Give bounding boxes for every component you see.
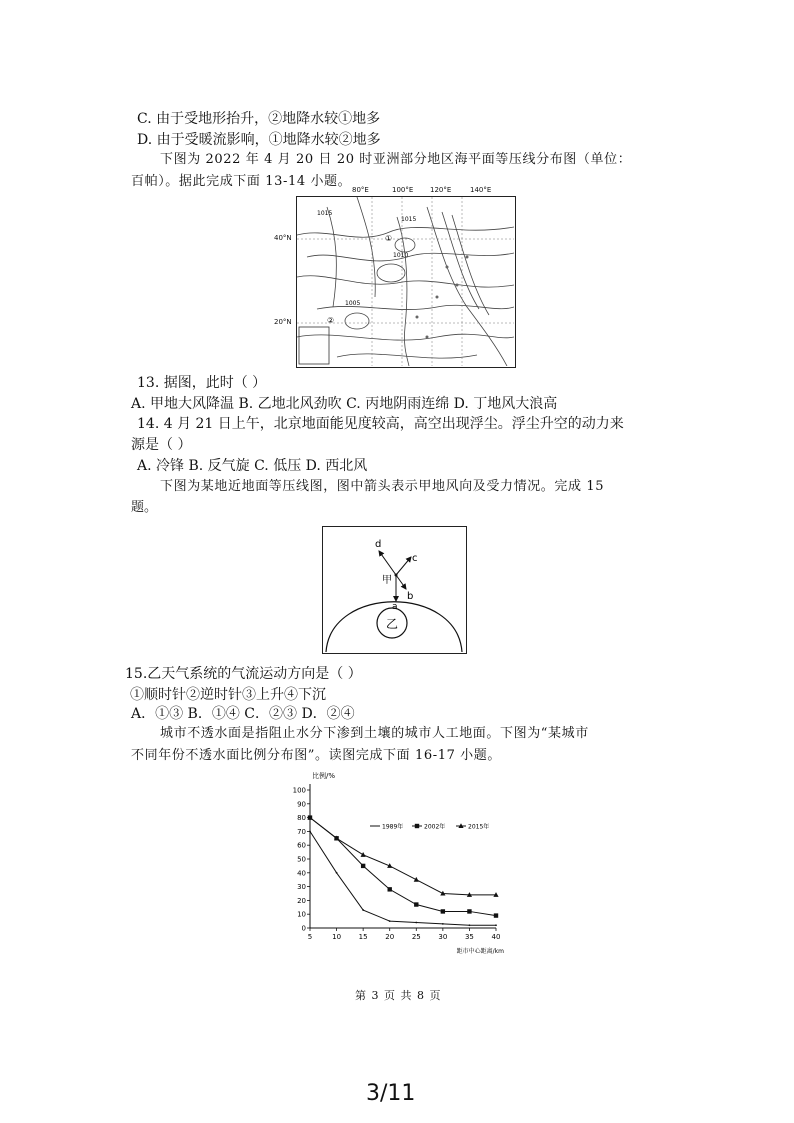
intro-diagram-line2: 题。 <box>131 500 158 515</box>
chart-point <box>495 924 497 926</box>
pressure-map <box>296 196 516 368</box>
isobar-label: 1010 <box>393 252 409 259</box>
chart-y-tick-label: 50 <box>297 855 306 864</box>
chart-y-tick-label: 90 <box>297 800 306 809</box>
chart-point <box>415 922 417 924</box>
chart-x-tick-label: 40 <box>491 933 501 941</box>
chart-x-tick-label: 10 <box>332 933 342 941</box>
chart-series-line <box>310 818 496 916</box>
question-15-options: A．①③ B．①④ C．②③ D．②④ <box>131 706 355 722</box>
pressure-map-svg <box>297 197 514 366</box>
chart-x-tick-label: 35 <box>464 933 474 941</box>
chart-y-tick-label: 60 <box>297 841 306 850</box>
chart-y-tick-label: 70 <box>297 827 306 836</box>
isobar-diagram-svg <box>323 527 465 652</box>
map-lon-label: 120°E <box>430 186 452 194</box>
chart-point <box>361 852 366 857</box>
chart-point <box>336 872 338 874</box>
map-lon-label: 80°E <box>352 186 369 194</box>
chart-legend-label: 1989年 <box>382 823 404 831</box>
chart-x-tick-label: 15 <box>358 933 368 941</box>
diagram-label-b: b <box>407 591 414 602</box>
chart-point <box>309 831 311 833</box>
isobar-label: 1015 <box>317 210 333 217</box>
question-13: 13. 据图，此时（ ） <box>137 375 267 391</box>
chart-point <box>414 902 418 906</box>
chart-point <box>415 824 419 828</box>
diagram-label-yi: 乙 <box>386 617 399 631</box>
option-d: D. 由于受暖流影响，①地降水较②地多 <box>137 132 381 148</box>
chart-x-tick-label: 25 <box>411 933 421 941</box>
chart-point <box>442 923 444 925</box>
intro-diagram-line1: 下图为某地近地面等压线图，图中箭头表示甲地风向及受力情况。完成 15 <box>160 479 605 494</box>
chart-y-tick-label: 20 <box>297 896 306 905</box>
chart-ylabel: 比例/% <box>312 772 336 780</box>
question-15-items: ①顺时针②逆时针③上升④下沉 <box>130 687 326 703</box>
chart-point <box>441 909 445 913</box>
chart-x-tick-label: 5 <box>307 933 313 941</box>
chart-point <box>389 920 391 922</box>
page-footer: 第 3 页 共 8 页 <box>355 989 442 1002</box>
diagram-label-jia: 甲 <box>382 575 392 586</box>
chart-xlabel: 距市中心距离/km <box>456 948 504 955</box>
question-13-options: A. 甲地大风降温 B. 乙地北风劲吹 C. 丙地阴雨连绵 D. 丁地风大浪高 <box>131 396 558 412</box>
intro-map-line2: 百帕）。据此完成下面 13-14 小题。 <box>131 174 352 189</box>
chart-point <box>467 909 471 913</box>
isobar-label: 1015 <box>401 216 417 223</box>
chart-point <box>361 864 365 868</box>
chart-y-tick-label: 80 <box>297 814 306 823</box>
intro-chart-line1: 城市不透水面是指阻止水分下渗到土壤的城市人工地面。下图为“某城市 <box>160 726 589 741</box>
chart-point <box>494 913 498 917</box>
isobar-diagram <box>322 526 467 654</box>
page-counter: 3/11 <box>366 1081 416 1106</box>
chart-y-tick-label: 100 <box>292 786 306 795</box>
diagram-label-c: c <box>412 553 418 564</box>
option-c: C. 由于受地形抬升，②地降水较①地多 <box>137 111 381 127</box>
diagram-label-d: d <box>375 539 382 550</box>
chart-point <box>469 924 471 926</box>
map-lat-label: 20°N <box>274 318 292 326</box>
chart-point <box>362 909 364 911</box>
map-lon-label: 140°E <box>470 186 492 194</box>
map-lon-label: 100°E <box>392 186 414 194</box>
isobar-label: 1005 <box>345 300 361 307</box>
map-point-label: ② <box>327 316 335 325</box>
chart-x-tick-label: 30 <box>438 933 448 941</box>
question-14-line1: 14. 4 月 21 日上午，北京地面能见度较高，高空出现浮尘。浮尘升空的动力来 <box>137 416 624 432</box>
impervious-chart <box>278 768 518 963</box>
chart-legend-label: 2002年 <box>424 823 446 831</box>
chart-y-tick-label: 30 <box>297 883 306 892</box>
question-14-options: A. 冷锋 B. 反气旋 C. 低压 D. 西北风 <box>137 458 368 474</box>
chart-x-tick-label: 20 <box>385 933 395 941</box>
map-lat-label: 40°N <box>274 234 292 242</box>
diagram-label-a: a <box>392 602 398 612</box>
intro-chart-line2: 不同年份不透水面比例分布图”。读图完成下面 16-17 小题。 <box>131 748 501 763</box>
intro-map-line1: 下图为 2022 年 4 月 20 日 20 时亚洲部分地区海平面等压线分布图（单位： <box>160 152 632 167</box>
map-point-label: ① <box>385 234 393 243</box>
question-15: 15.乙天气系统的气流运动方向是（ ） <box>125 666 362 682</box>
chart-legend-label: 2015年 <box>468 823 490 831</box>
chart-point <box>388 887 392 891</box>
question-14-line2: 源是（ ） <box>131 437 192 453</box>
chart-y-tick-label: 10 <box>297 910 306 919</box>
chart-y-tick-label: 40 <box>297 869 306 878</box>
chart-y-tick-label: 0 <box>301 924 306 933</box>
